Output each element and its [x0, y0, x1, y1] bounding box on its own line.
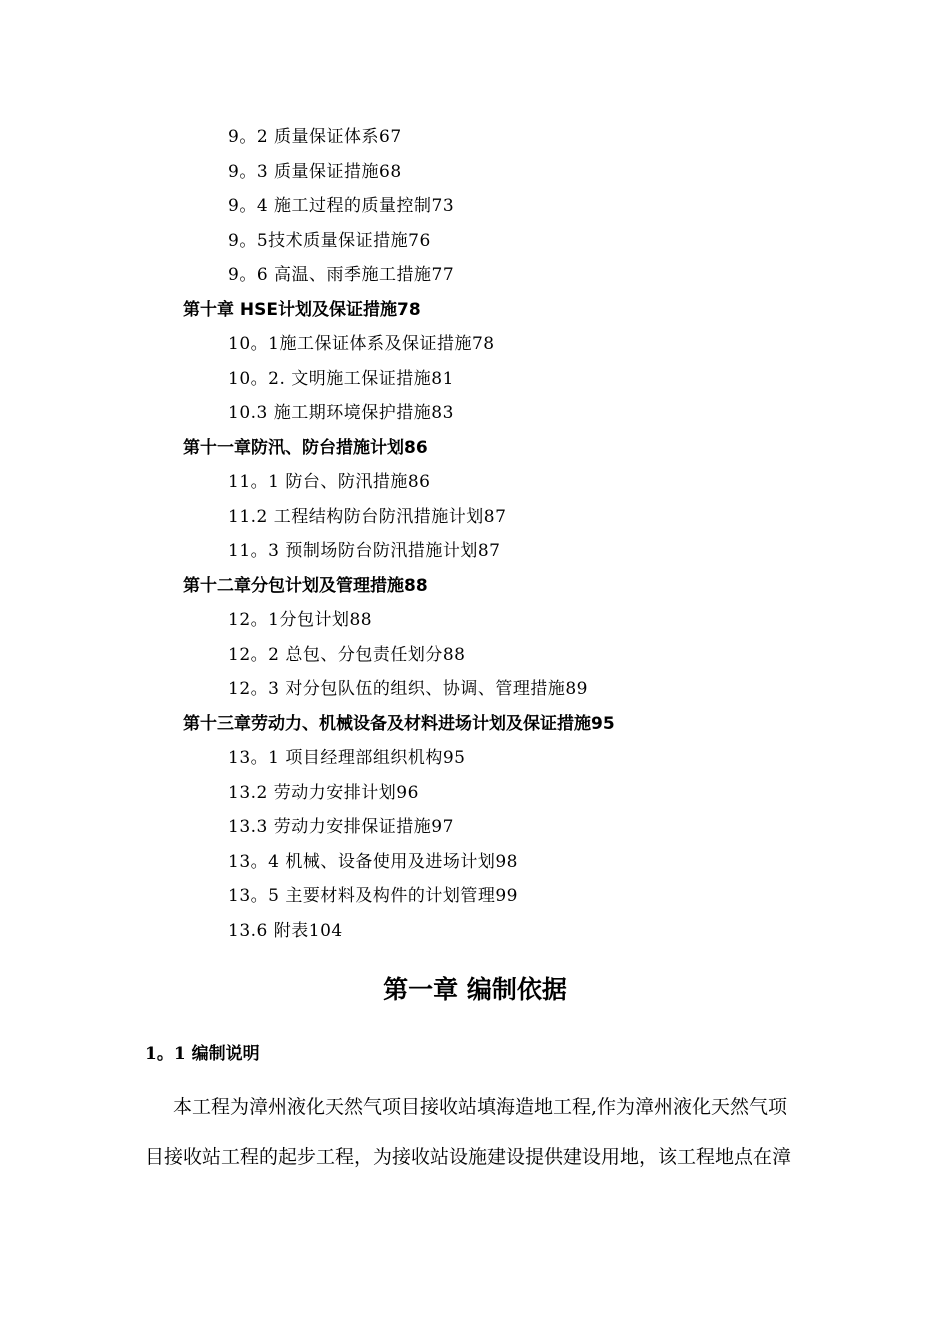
toc-section-entry: 13。1 项目经理部组织机构95 [228, 748, 466, 768]
toc-chapter-entry: 第十一章防汛、防台措施计划86 [183, 438, 428, 458]
toc-section-entry: 13。4 机械、设备使用及进场计划98 [228, 852, 518, 872]
toc-section-entry: 9。2 质量保证体系67 [228, 127, 402, 147]
section-title: 1。1 编制说明 [145, 1044, 260, 1064]
toc-section-entry: 10。2. 文明施工保证措施81 [228, 369, 454, 389]
toc-section-entry: 9。6 高温、雨季施工措施77 [228, 265, 455, 285]
toc-section-entry: 12。2 总包、分包责任划分88 [228, 645, 466, 665]
body-line: 目接收站工程的起步工程，为接收站设施建设提供建设用地，该工程地点在漳 [145, 1146, 792, 1168]
toc-section-entry: 10.3 施工期环境保护措施83 [228, 403, 454, 423]
toc-chapter-entry: 第十二章分包计划及管理措施88 [183, 576, 428, 596]
toc-section-entry: 11.2 工程结构防台防汛措施计划87 [228, 507, 507, 527]
toc-chapter-entry: 第十三章劳动力、机械设备及材料进场计划及保证措施95 [183, 714, 615, 734]
toc-section-entry: 13.2 劳动力安排计划96 [228, 783, 419, 803]
toc-section-entry: 9。3 质量保证措施68 [228, 162, 402, 182]
toc-section-entry: 13。5 主要材料及构件的计划管理99 [228, 886, 518, 906]
toc-section-entry: 13.3 劳动力安排保证措施97 [228, 817, 454, 837]
toc-section-entry: 10。1施工保证体系及保证措施78 [228, 334, 495, 354]
body-line: 本工程为漳州液化天然气项目接收站填海造地工程,作为漳州液化天然气项 [173, 1096, 788, 1118]
toc-chapter-entry: 第十章 HSE计划及保证措施78 [183, 300, 421, 320]
toc-section-entry: 13.6 附表104 [228, 921, 343, 941]
toc-section-entry: 9。4 施工过程的质量控制73 [228, 196, 455, 216]
toc-section-entry: 9。5技术质量保证措施76 [228, 231, 431, 251]
chapter-title: 第一章 编制依据 [383, 975, 567, 1004]
toc-section-entry: 11。1 防台、防汛措施86 [228, 472, 431, 492]
toc-section-entry: 12。3 对分包队伍的组织、协调、管理措施89 [228, 679, 588, 699]
toc-section-entry: 12。1分包计划88 [228, 610, 373, 630]
toc-section-entry: 11。3 预制场防台防汛措施计划87 [228, 541, 501, 561]
